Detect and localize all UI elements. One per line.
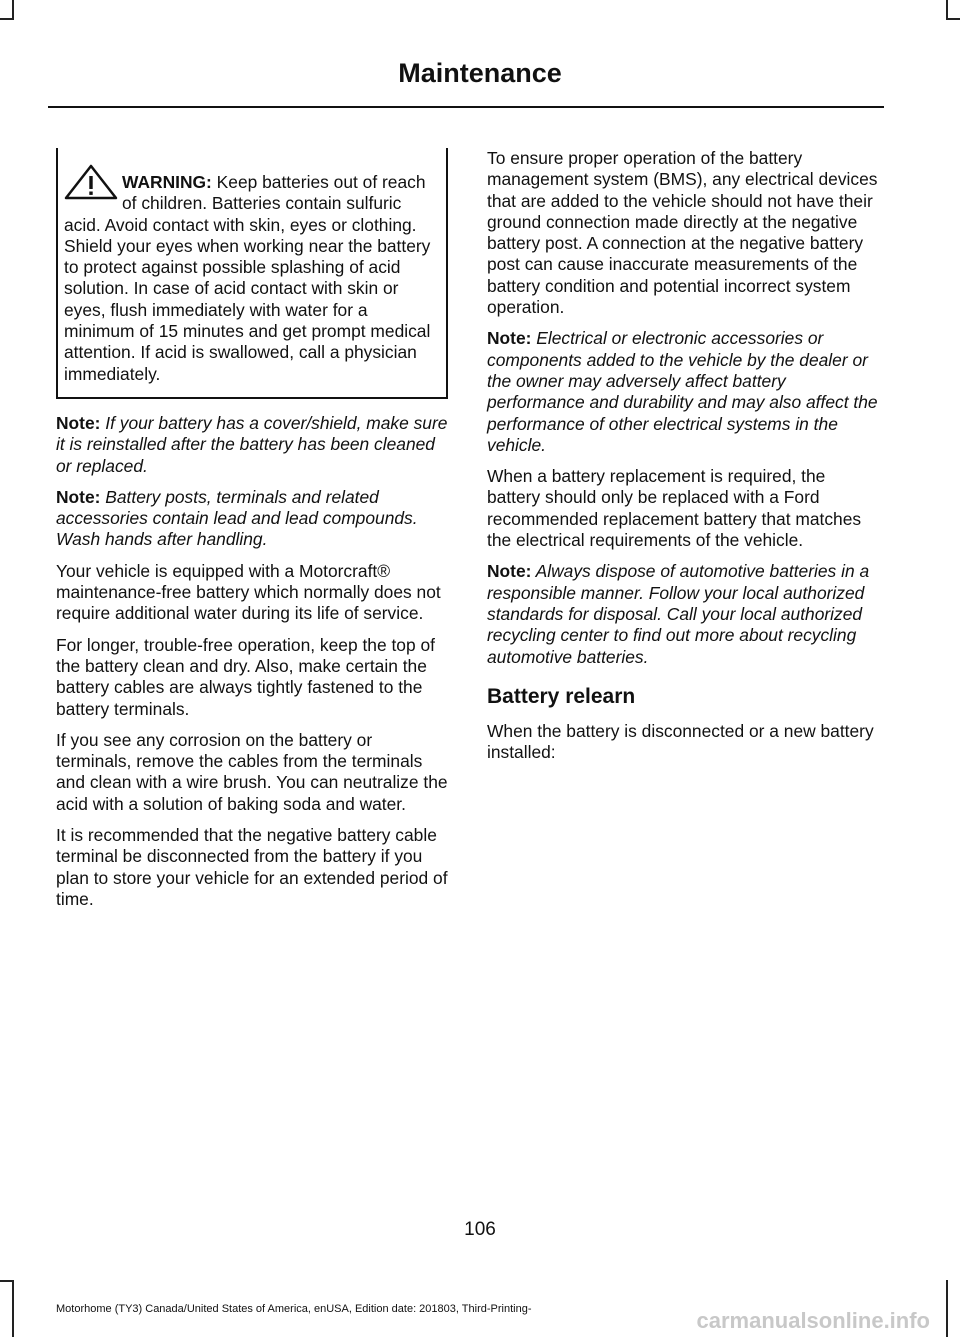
note-label: Note: xyxy=(487,561,532,582)
paragraph-motorcraft-battery: Your vehicle is equipped with a Motorcraft® maintenance-free battery which normally does not require additional water during its life of service. xyxy=(56,560,441,624)
note-label: Note: xyxy=(56,486,101,507)
note-label: Note: xyxy=(487,328,532,349)
crop-mark-top-left-v xyxy=(12,0,14,20)
crop-mark-top-right-v xyxy=(946,0,948,20)
page-title: Maintenance xyxy=(398,58,562,88)
note-label: Note: xyxy=(56,412,101,433)
header-divider xyxy=(48,106,884,108)
paragraph-clean-dry: For longer, trouble-free operation, keep the top of the battery clean and dry. Also, make certain the battery cables are always tightly fastened to the battery terminals. xyxy=(56,634,435,719)
section-heading-battery-relearn: Battery relearn xyxy=(487,684,636,708)
note-text: Always dispose of automotive batteries in a responsible manner. Follow your local authorized standards for disposal. Call your local authorized recycling center to find out more about recycling automotive batteries. xyxy=(487,561,870,667)
warning-label: WARNING: xyxy=(122,172,212,192)
crop-mark-bottom-right-v xyxy=(946,1280,948,1337)
paragraph-replacement: When a battery replacement is required, the battery should only be replaced with a Ford recommended replacement battery that matches the electrical requirements of the vehicle. xyxy=(487,466,862,551)
left-column xyxy=(56,148,448,920)
watermark: carmanualsonline.info xyxy=(696,1308,930,1333)
footer-edition-text: Motorhome (TY3) Canada/United States of America, enUSA, Edition date: 201803, Third-Printing- xyxy=(56,1303,532,1315)
warning-box xyxy=(56,148,448,399)
paragraph-corrosion: If you see any corrosion on the battery or terminals, remove the cables from the terminals and clean with a wire brush. You can neutralize the acid with a solution of baking soda and water. xyxy=(56,729,448,814)
warning-text: Keep batteries out of reach of children. Batteries contain sulfuric acid. Avoid contact with skin, eyes or clothing. Shield your eyes when working near the battery to protect against possible splashing of acid solution. In case of acid contact with skin or eyes, flush immediately with water for a minimum of 15 minutes and get prompt medical attention. If acid is swallowed, call a physician immediately. xyxy=(64,172,431,384)
crop-mark-top-right-h xyxy=(946,18,960,20)
crop-mark-bottom-left-v xyxy=(12,1280,14,1337)
note-dispose xyxy=(487,561,883,667)
note-text: Electrical or electronic accessories or components added to the vehicle by the dealer or the owner may adversely affect battery performance and durability and may also affect the performance of other electrical systems in the vehicle. xyxy=(487,328,878,455)
crop-mark-bottom-left-h xyxy=(0,1280,14,1282)
paragraph-bms: To ensure proper operation of the battery management system (BMS), any electrical devices that are added to the vehicle should not have their ground connection made directly at the negative battery post. A connection at the negative battery post can cause inaccurate measurements of the battery condition and potential incorrect system operation. xyxy=(487,148,878,318)
note-text: If your battery has a cover/shield, make sure it is reinstalled after the battery has been cleaned or replaced. xyxy=(56,412,448,476)
page-number: 106 xyxy=(464,1219,496,1240)
note-cover-shield xyxy=(56,413,448,477)
note-accessories xyxy=(487,328,883,456)
paragraph-relearn: When the battery is disconnected or a new battery installed: xyxy=(487,721,874,763)
note-text: Battery posts, terminals and related accessories contain lead and lead compounds. Wash hands after handling. xyxy=(56,486,418,550)
right-column xyxy=(487,148,883,774)
warning-triangle-icon xyxy=(64,164,118,200)
note-lead xyxy=(56,487,448,551)
paragraph-storage: It is recommended that the negative battery cable terminal be disconnected from the battery if you plan to store your vehicle for an extended period of time. xyxy=(56,825,448,909)
crop-mark-top-left-h xyxy=(0,18,14,20)
